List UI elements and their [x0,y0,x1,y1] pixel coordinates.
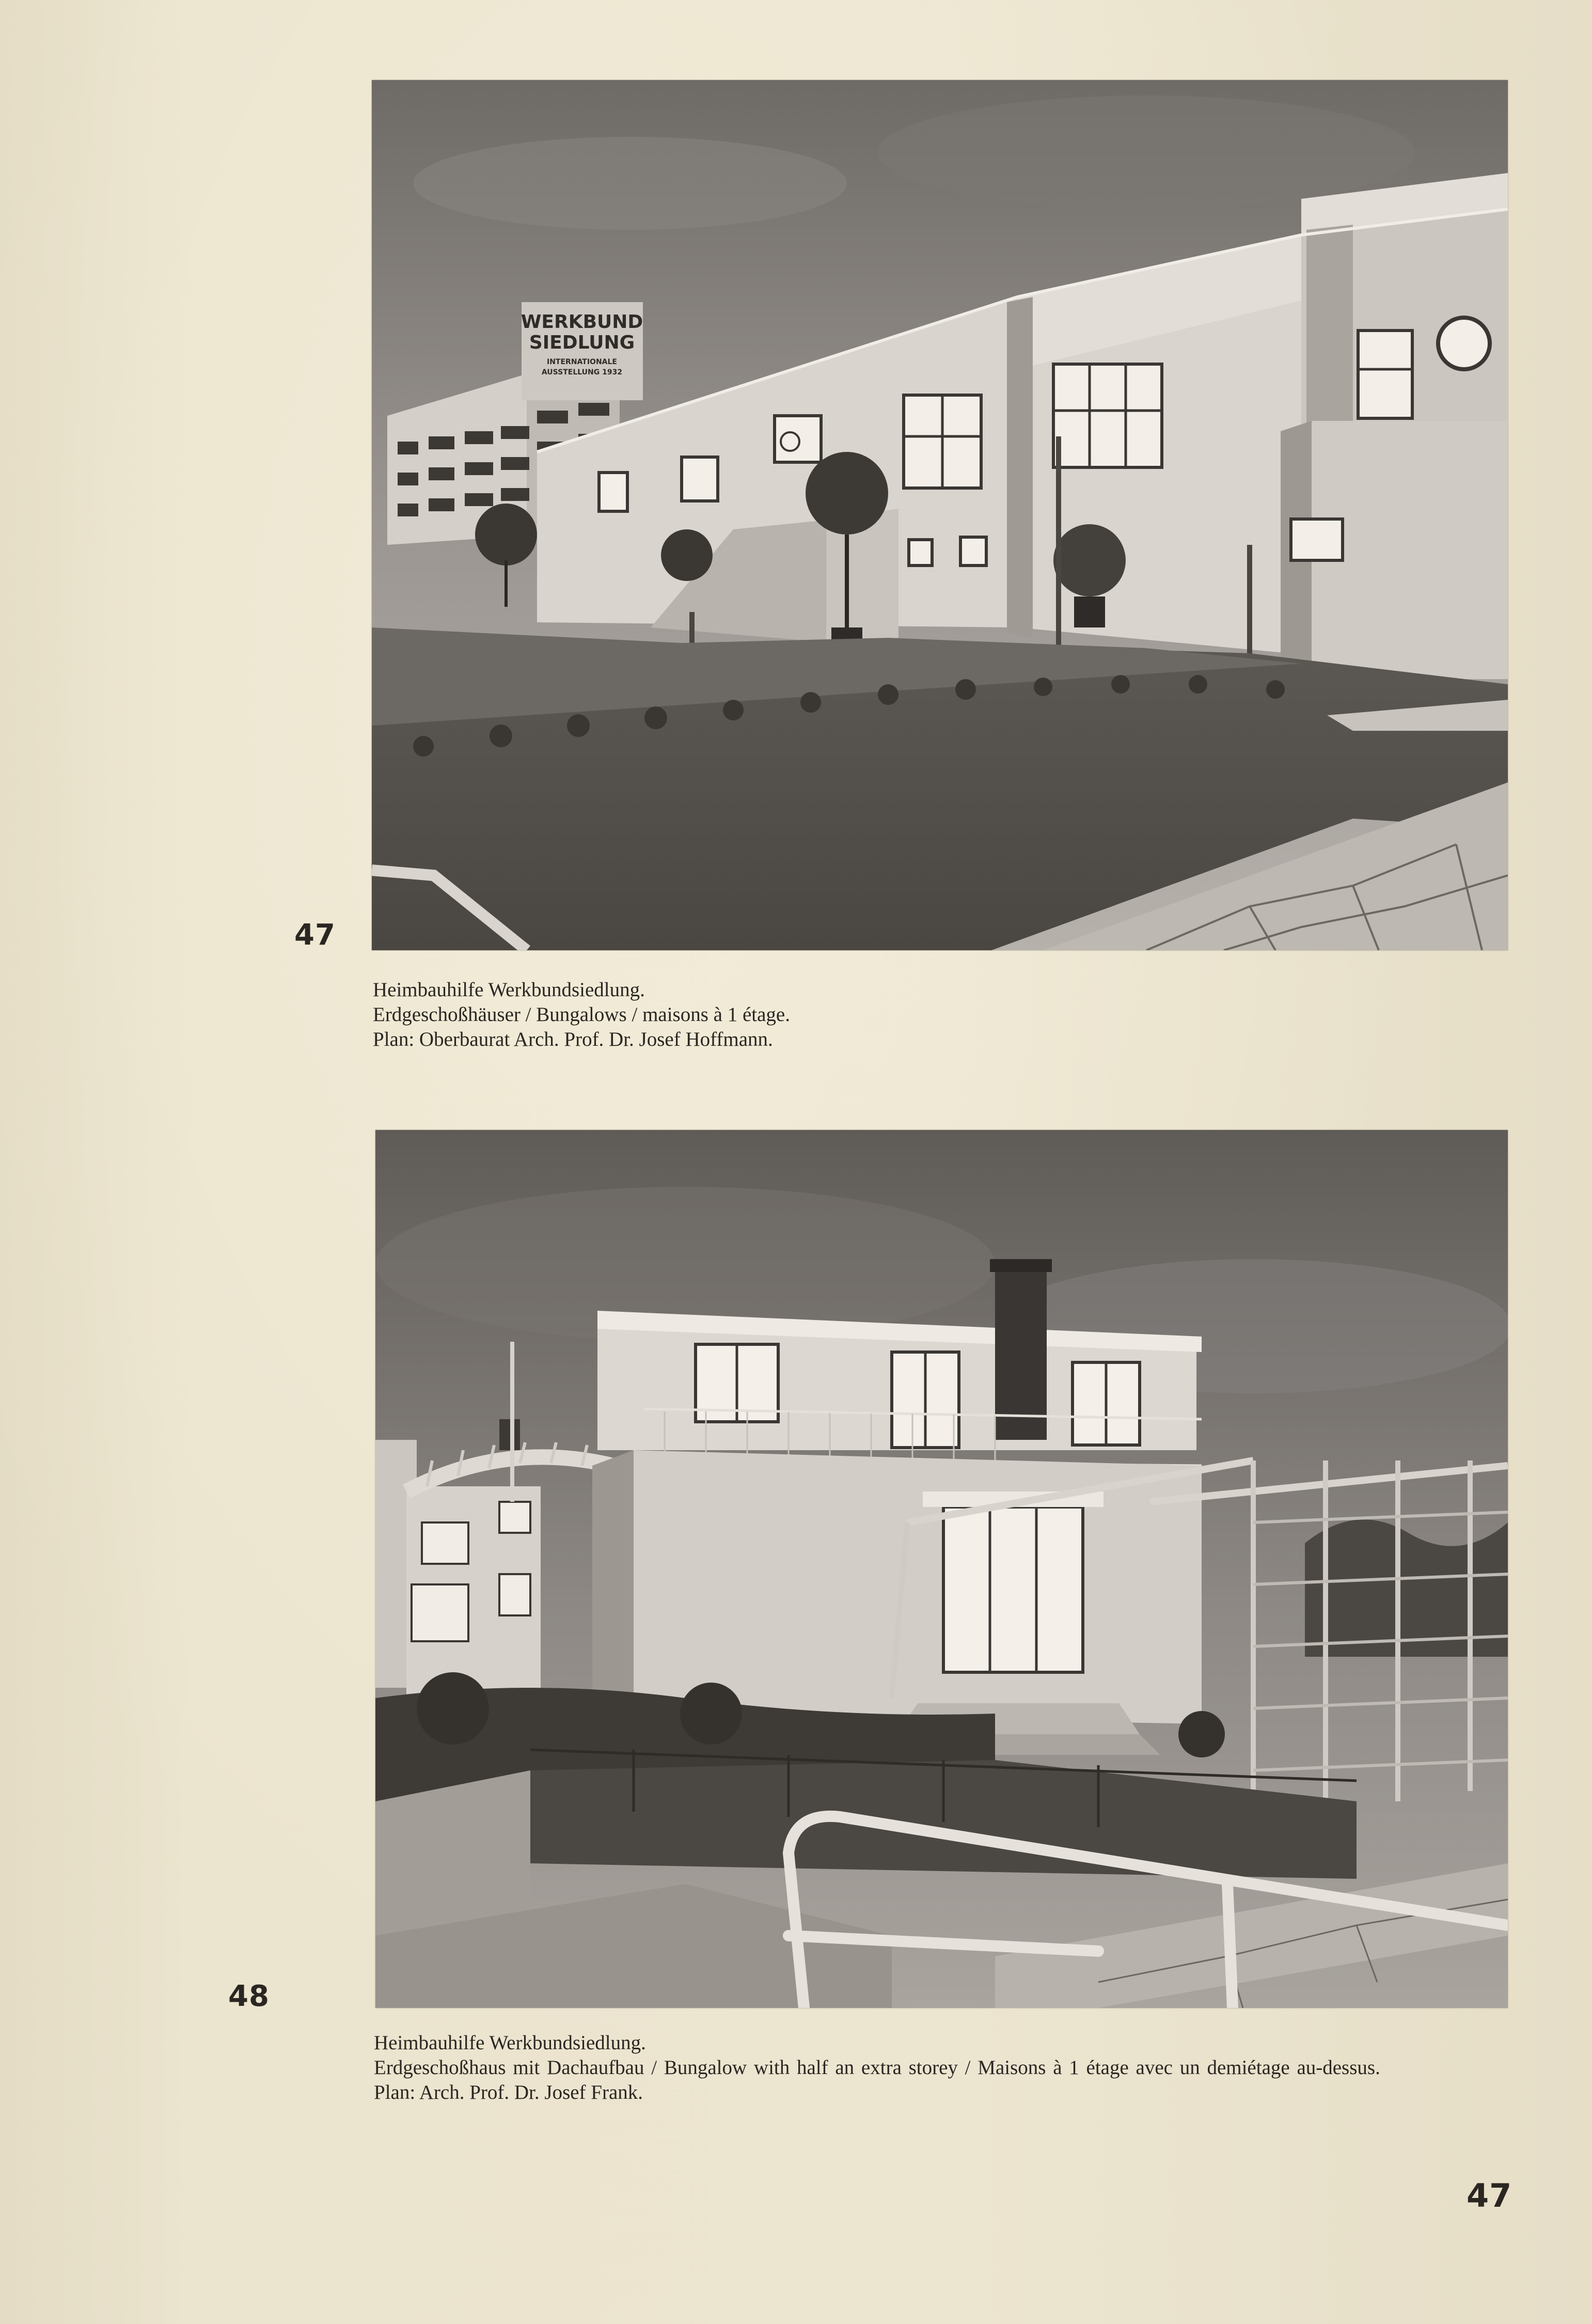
caption-figure-48 [374,2031,1508,2105]
sign-text-line2: SIEDLUNG [529,332,635,353]
sign-text-line3: INTERNATIONALE [547,358,617,366]
photo-figure-48 [375,1130,1508,2008]
figure-number-48: 48 [228,1980,270,2013]
photo-47-drawing [372,80,1508,950]
photo-48-drawing [375,1130,1508,2008]
caption-47-line-1: Heimbauhilfe Werkbundsiedlung. [373,979,645,1001]
caption-47-line-3: Plan: Oberbaurat Arch. Prof. Dr. Josef Hoffmann. [373,1028,773,1050]
sign-text-line1: WERKBUND [521,311,643,333]
photo-figure-47 [372,80,1508,950]
caption-48-line-1: Heimbauhilfe Werkbundsiedlung. [374,2032,646,2054]
caption-figure-47 [373,978,1509,1052]
sign-text-line4: AUSSTELLUNG 1932 [541,368,623,376]
figure-number-47: 47 [294,918,336,952]
caption-48-line-2: Erdgeschoßhaus mit Dachaufbau / Bungalow with half an extra storey / Maisons à 1 étage avec un demiétage au-dessus. [374,2056,1380,2079]
caption-47-line-2: Erdgeschoßhäuser / Bungalows / maisons à 1 étage. [373,1003,790,1026]
caption-48-line-3: Plan: Arch. Prof. Dr. Josef Frank. [374,2081,643,2103]
page-number: 47 [1467,2177,1512,2215]
